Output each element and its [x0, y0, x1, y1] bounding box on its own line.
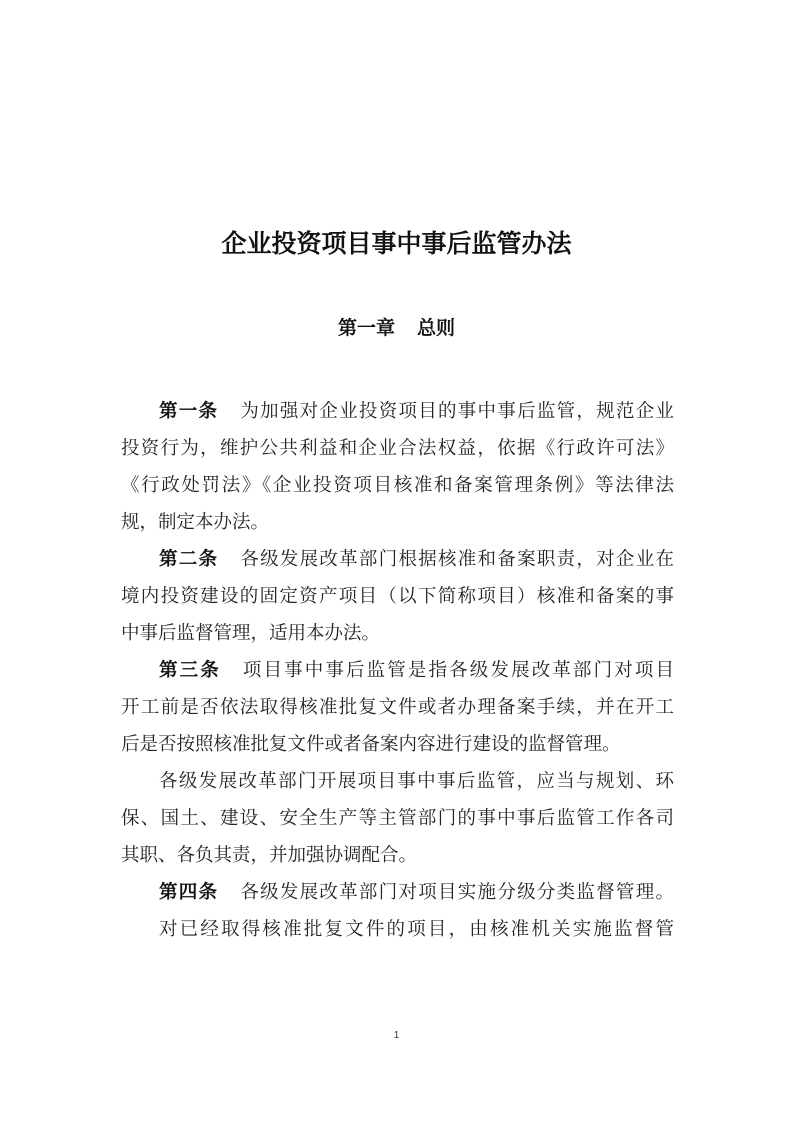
- article-4-line: [121, 874, 674, 911]
- page-number: 1: [393, 1030, 400, 1041]
- article-1-line: [121, 393, 674, 430]
- article-text: 项目事中事后监管是指各级发展改革部门对项目: [242, 660, 674, 681]
- article-3-paragraph-line: 各级发展改革部门开展项目事中事后监管，应当与规划、环: [159, 771, 674, 792]
- article-3-line: 开工前是否依法取得核准批复文件或者办理备案手续，并在开工: [121, 697, 674, 718]
- article-3-paragraph-line: 保、国土、建设、安全生产等主管部门的事中事后监管工作各司: [121, 808, 674, 829]
- article-2-line: [121, 541, 674, 578]
- article-1-line: 规，制定本办法。: [121, 512, 270, 533]
- article-2-line: 中事后监督管理，适用本办法。: [121, 623, 381, 644]
- article-3-line: [121, 652, 674, 689]
- article-3-line: 后是否按照核准批复文件或者备案内容进行建设的监督管理。: [121, 734, 621, 755]
- chapter-number: 第一章: [337, 317, 395, 339]
- article-text: 为加强对企业投资项目的事中事后监管，规范企业: [240, 401, 674, 422]
- article-1-line: 《行政处罚法》《企业投资项目核准和备案管理条例》等法律法: [121, 475, 674, 496]
- article-text: 各级发展改革部门根据核准和备案职责，对企业在: [240, 549, 674, 570]
- document-title: 企业投资项目事中事后监管办法: [221, 229, 572, 258]
- chapter-heading: [0, 313, 793, 340]
- article-text: 各级发展改革部门对项目实施分级分类监督管理。: [240, 882, 674, 903]
- article-label: 第一条: [159, 401, 219, 422]
- article-1-line: 投资行为，维护公共利益和企业合法权益，依据《行政许可法》: [121, 438, 674, 459]
- chapter-name: 总则: [417, 317, 456, 339]
- article-4-paragraph-line: 对已经取得核准批复文件的项目，由核准机关实施监督管: [159, 919, 674, 940]
- article-label: 第三条: [159, 660, 221, 681]
- article-3-paragraph-line: 其职、各负其责，并加强协调配合。: [121, 845, 418, 866]
- document-body: [121, 393, 674, 948]
- article-label: 第四条: [159, 882, 219, 903]
- article-label: 第二条: [159, 549, 219, 570]
- article-2-line: 境内投资建设的固定资产项目（以下简称项目）核准和备案的事: [121, 586, 674, 607]
